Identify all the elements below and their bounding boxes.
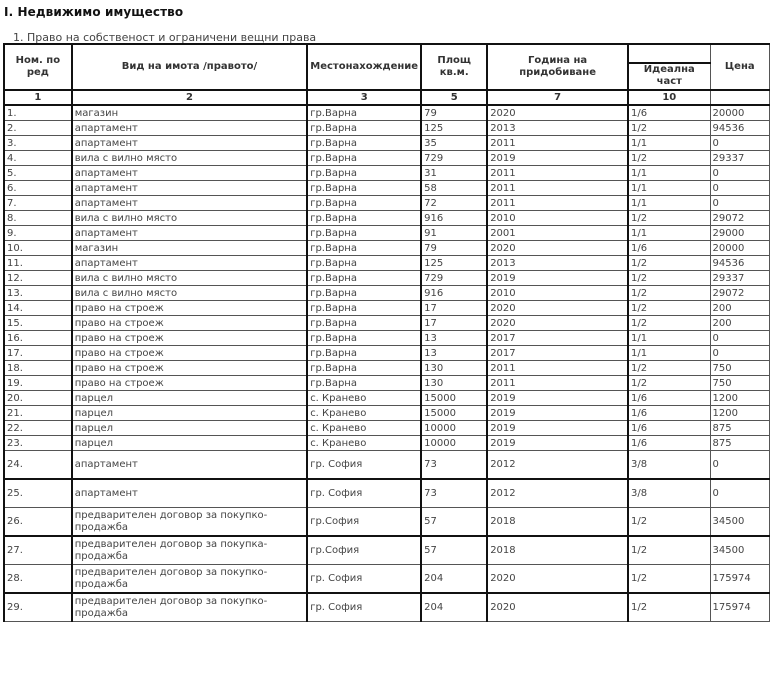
cell-num: 12. xyxy=(4,271,72,286)
table-row xyxy=(4,421,770,436)
cell-area: 57 xyxy=(421,508,487,537)
cell-num: 8. xyxy=(4,211,72,226)
cell-num: 19. xyxy=(4,376,72,391)
cell-year: 2011 xyxy=(487,196,628,211)
cell-type: апартамент xyxy=(72,451,307,480)
cell-area: 79 xyxy=(421,241,487,256)
cell-share: 1/6 xyxy=(628,241,710,256)
cell-share: 1/6 xyxy=(628,406,710,421)
cell-area: 31 xyxy=(421,166,487,181)
cell-year: 2019 xyxy=(487,421,628,436)
cell-type: парцел xyxy=(72,391,307,406)
cell-year: 2011 xyxy=(487,181,628,196)
cell-area: 72 xyxy=(421,196,487,211)
cell-location: гр.Варна xyxy=(307,166,421,181)
cell-year: 2019 xyxy=(487,271,628,286)
cell-price: 0 xyxy=(710,451,769,480)
table-row xyxy=(4,136,770,151)
colnum-price xyxy=(710,90,769,105)
cell-price: 0 xyxy=(710,196,769,211)
cell-num: 18. xyxy=(4,361,72,376)
colnum-type: 2 xyxy=(72,90,307,105)
header-price: Цена xyxy=(710,44,769,90)
cell-num: 28. xyxy=(4,565,72,594)
cell-price: 29072 xyxy=(710,211,769,226)
cell-type: апартамент xyxy=(72,479,307,508)
cell-year: 2011 xyxy=(487,361,628,376)
cell-location: гр. София xyxy=(307,479,421,508)
cell-location: с. Кранево xyxy=(307,436,421,451)
cell-share: 1/2 xyxy=(628,593,710,622)
table-row xyxy=(4,256,770,271)
cell-location: гр. София xyxy=(307,451,421,480)
cell-num: 11. xyxy=(4,256,72,271)
cell-area: 204 xyxy=(421,593,487,622)
cell-location: гр.Варна xyxy=(307,196,421,211)
cell-type: парцел xyxy=(72,421,307,436)
cell-area: 204 xyxy=(421,565,487,594)
cell-price: 94536 xyxy=(710,121,769,136)
cell-area: 729 xyxy=(421,271,487,286)
cell-num: 15. xyxy=(4,316,72,331)
cell-year: 2019 xyxy=(487,391,628,406)
cell-location: гр.София xyxy=(307,536,421,565)
table-body xyxy=(4,105,770,622)
cell-location: гр.Варна xyxy=(307,211,421,226)
cell-price: 0 xyxy=(710,331,769,346)
cell-price: 29072 xyxy=(710,286,769,301)
cell-area: 10000 xyxy=(421,436,487,451)
cell-share: 1/6 xyxy=(628,421,710,436)
cell-price: 750 xyxy=(710,376,769,391)
subsection-title: 1. Право на собственост и ограничени вещни права xyxy=(13,31,317,44)
cell-num: 2. xyxy=(4,121,72,136)
cell-price: 200 xyxy=(710,316,769,331)
table-row xyxy=(4,226,770,241)
cell-price: 0 xyxy=(710,346,769,361)
cell-year: 2010 xyxy=(487,286,628,301)
cell-year: 2018 xyxy=(487,508,628,537)
cell-type: право на строеж xyxy=(72,346,307,361)
cell-type: апартамент xyxy=(72,136,307,151)
cell-type: апартамент xyxy=(72,256,307,271)
cell-price: 1200 xyxy=(710,406,769,421)
cell-num: 6. xyxy=(4,181,72,196)
cell-type: предварителен договор за покупко-продажба xyxy=(72,508,307,537)
cell-price: 0 xyxy=(710,479,769,508)
header-type: Вид на имота /правото/ xyxy=(72,44,307,90)
cell-area: 35 xyxy=(421,136,487,151)
cell-share: 1/2 xyxy=(628,536,710,565)
cell-location: гр.Варна xyxy=(307,301,421,316)
colnum-share: 10 xyxy=(628,90,710,105)
table-row xyxy=(4,181,770,196)
cell-num: 16. xyxy=(4,331,72,346)
cell-price: 875 xyxy=(710,436,769,451)
cell-area: 130 xyxy=(421,361,487,376)
cell-price: 175974 xyxy=(710,565,769,594)
cell-location: гр.Варна xyxy=(307,271,421,286)
cell-type: право на строеж xyxy=(72,361,307,376)
cell-location: гр.Варна xyxy=(307,346,421,361)
cell-location: гр.Варна xyxy=(307,256,421,271)
cell-share: 1/1 xyxy=(628,136,710,151)
cell-area: 17 xyxy=(421,316,487,331)
cell-year: 2020 xyxy=(487,301,628,316)
cell-type: вила с вилно място xyxy=(72,271,307,286)
cell-year: 2020 xyxy=(487,316,628,331)
cell-price: 34500 xyxy=(710,508,769,537)
cell-price: 875 xyxy=(710,421,769,436)
cell-location: гр.Варна xyxy=(307,136,421,151)
cell-num: 14. xyxy=(4,301,72,316)
cell-year: 2011 xyxy=(487,166,628,181)
cell-year: 2013 xyxy=(487,121,628,136)
table-row xyxy=(4,376,770,391)
cell-share: 1/2 xyxy=(628,211,710,226)
table-row xyxy=(4,508,770,537)
cell-share: 1/6 xyxy=(628,391,710,406)
cell-location: гр.Варна xyxy=(307,241,421,256)
table-row xyxy=(4,166,770,181)
cell-area: 58 xyxy=(421,181,487,196)
cell-type: парцел xyxy=(72,436,307,451)
cell-num: 20. xyxy=(4,391,72,406)
header-area: Площ кв.м. xyxy=(421,44,487,90)
cell-share: 3/8 xyxy=(628,451,710,480)
cell-year: 2017 xyxy=(487,331,628,346)
table-row xyxy=(4,241,770,256)
table-row xyxy=(4,391,770,406)
cell-num: 9. xyxy=(4,226,72,241)
table-row xyxy=(4,361,770,376)
cell-area: 57 xyxy=(421,536,487,565)
cell-location: гр.Варна xyxy=(307,151,421,166)
cell-area: 10000 xyxy=(421,421,487,436)
cell-num: 29. xyxy=(4,593,72,622)
cell-type: апартамент xyxy=(72,181,307,196)
cell-location: гр.Варна xyxy=(307,316,421,331)
cell-price: 750 xyxy=(710,361,769,376)
cell-area: 91 xyxy=(421,226,487,241)
cell-location: гр.Варна xyxy=(307,105,421,121)
cell-share: 1/1 xyxy=(628,226,710,241)
cell-area: 916 xyxy=(421,211,487,226)
cell-num: 17. xyxy=(4,346,72,361)
cell-share: 1/2 xyxy=(628,508,710,537)
cell-price: 34500 xyxy=(710,536,769,565)
cell-price: 29337 xyxy=(710,151,769,166)
header-location: Местонахождение xyxy=(307,44,421,90)
cell-num: 22. xyxy=(4,421,72,436)
cell-year: 2020 xyxy=(487,105,628,121)
table-row xyxy=(4,536,770,565)
cell-year: 2018 xyxy=(487,536,628,565)
cell-share: 1/2 xyxy=(628,565,710,594)
table-row xyxy=(4,331,770,346)
cell-share: 1/6 xyxy=(628,436,710,451)
header-share-group xyxy=(628,44,710,63)
header-share: Идеална част xyxy=(628,63,710,90)
cell-location: гр.Варна xyxy=(307,181,421,196)
cell-num: 21. xyxy=(4,406,72,421)
cell-location: гр. София xyxy=(307,593,421,622)
cell-location: гр.Варна xyxy=(307,361,421,376)
cell-share: 1/1 xyxy=(628,181,710,196)
table-row xyxy=(4,406,770,421)
cell-num: 23. xyxy=(4,436,72,451)
cell-area: 15000 xyxy=(421,406,487,421)
cell-year: 2017 xyxy=(487,346,628,361)
cell-location: гр.Варна xyxy=(307,376,421,391)
cell-num: 27. xyxy=(4,536,72,565)
cell-location: гр.Варна xyxy=(307,331,421,346)
cell-num: 3. xyxy=(4,136,72,151)
cell-location: гр.Варна xyxy=(307,226,421,241)
header-num: Ном. по ред xyxy=(4,44,72,90)
cell-year: 2012 xyxy=(487,451,628,480)
cell-year: 2020 xyxy=(487,593,628,622)
table-row xyxy=(4,286,770,301)
cell-area: 15000 xyxy=(421,391,487,406)
cell-share: 1/2 xyxy=(628,256,710,271)
colnum-num: 1 xyxy=(4,90,72,105)
table-row xyxy=(4,451,770,480)
cell-share: 1/1 xyxy=(628,166,710,181)
cell-share: 1/2 xyxy=(628,301,710,316)
cell-type: право на строеж xyxy=(72,376,307,391)
cell-area: 125 xyxy=(421,121,487,136)
table-row xyxy=(4,121,770,136)
cell-type: предварителен договор за покупко-продажба xyxy=(72,593,307,622)
table-row xyxy=(4,105,770,121)
cell-area: 13 xyxy=(421,331,487,346)
cell-share: 1/6 xyxy=(628,105,710,121)
cell-area: 130 xyxy=(421,376,487,391)
cell-price: 20000 xyxy=(710,105,769,121)
cell-share: 1/2 xyxy=(628,286,710,301)
property-table xyxy=(3,43,770,622)
cell-share: 1/2 xyxy=(628,361,710,376)
cell-num: 4. xyxy=(4,151,72,166)
cell-price: 29000 xyxy=(710,226,769,241)
cell-price: 0 xyxy=(710,136,769,151)
cell-num: 24. xyxy=(4,451,72,480)
cell-type: магазин xyxy=(72,241,307,256)
cell-price: 175974 xyxy=(710,593,769,622)
cell-year: 2013 xyxy=(487,256,628,271)
cell-year: 2019 xyxy=(487,406,628,421)
cell-location: гр.София xyxy=(307,508,421,537)
cell-num: 25. xyxy=(4,479,72,508)
cell-location: с. Кранево xyxy=(307,406,421,421)
colnum-area: 5 xyxy=(421,90,487,105)
cell-type: апартамент xyxy=(72,226,307,241)
table-row xyxy=(4,301,770,316)
cell-area: 73 xyxy=(421,451,487,480)
cell-type: вила с вилно място xyxy=(72,151,307,166)
cell-share: 1/2 xyxy=(628,376,710,391)
cell-year: 2012 xyxy=(487,479,628,508)
table-row xyxy=(4,316,770,331)
cell-share: 1/1 xyxy=(628,331,710,346)
cell-type: апартамент xyxy=(72,121,307,136)
cell-share: 1/2 xyxy=(628,151,710,166)
cell-type: право на строеж xyxy=(72,316,307,331)
cell-area: 73 xyxy=(421,479,487,508)
cell-share: 1/1 xyxy=(628,346,710,361)
cell-num: 10. xyxy=(4,241,72,256)
cell-type: предварителен договор за покупка-продажба xyxy=(72,536,307,565)
section-title: I. Недвижимо имущество xyxy=(4,5,184,19)
cell-year: 2019 xyxy=(487,436,628,451)
cell-share: 3/8 xyxy=(628,479,710,508)
cell-type: апартамент xyxy=(72,196,307,211)
cell-type: право на строеж xyxy=(72,331,307,346)
cell-year: 2020 xyxy=(487,241,628,256)
cell-price: 29337 xyxy=(710,271,769,286)
cell-location: с. Кранево xyxy=(307,391,421,406)
cell-area: 79 xyxy=(421,105,487,121)
cell-num: 1. xyxy=(4,105,72,121)
cell-price: 94536 xyxy=(710,256,769,271)
cell-location: гр.Варна xyxy=(307,121,421,136)
table-row xyxy=(4,211,770,226)
colnum-location: 3 xyxy=(307,90,421,105)
header-year: Година на придобиване xyxy=(487,44,628,90)
cell-share: 1/1 xyxy=(628,196,710,211)
table-row xyxy=(4,479,770,508)
cell-type: вила с вилно място xyxy=(72,286,307,301)
cell-price: 20000 xyxy=(710,241,769,256)
cell-area: 17 xyxy=(421,301,487,316)
table-row xyxy=(4,271,770,286)
cell-share: 1/2 xyxy=(628,271,710,286)
table-row xyxy=(4,196,770,211)
cell-year: 2011 xyxy=(487,136,628,151)
cell-num: 26. xyxy=(4,508,72,537)
table-row xyxy=(4,151,770,166)
cell-area: 729 xyxy=(421,151,487,166)
cell-year: 2019 xyxy=(487,151,628,166)
table-row xyxy=(4,565,770,594)
cell-type: право на строеж xyxy=(72,301,307,316)
cell-num: 7. xyxy=(4,196,72,211)
table-row xyxy=(4,346,770,361)
cell-type: вила с вилно място xyxy=(72,211,307,226)
cell-num: 13. xyxy=(4,286,72,301)
cell-location: гр.Варна xyxy=(307,286,421,301)
cell-type: парцел xyxy=(72,406,307,421)
cell-price: 1200 xyxy=(710,391,769,406)
table-row xyxy=(4,593,770,622)
cell-area: 13 xyxy=(421,346,487,361)
colnum-year: 7 xyxy=(487,90,628,105)
cell-year: 2020 xyxy=(487,565,628,594)
cell-num: 5. xyxy=(4,166,72,181)
cell-location: гр. София xyxy=(307,565,421,594)
cell-share: 1/2 xyxy=(628,316,710,331)
cell-year: 2010 xyxy=(487,211,628,226)
cell-type: магазин xyxy=(72,105,307,121)
cell-area: 125 xyxy=(421,256,487,271)
cell-price: 200 xyxy=(710,301,769,316)
table-row xyxy=(4,436,770,451)
cell-type: предварителен договор за покупко-продажба xyxy=(72,565,307,594)
cell-share: 1/2 xyxy=(628,121,710,136)
cell-price: 0 xyxy=(710,166,769,181)
cell-price: 0 xyxy=(710,181,769,196)
cell-year: 2001 xyxy=(487,226,628,241)
cell-year: 2011 xyxy=(487,376,628,391)
cell-location: с. Кранево xyxy=(307,421,421,436)
cell-area: 916 xyxy=(421,286,487,301)
cell-type: апартамент xyxy=(72,166,307,181)
